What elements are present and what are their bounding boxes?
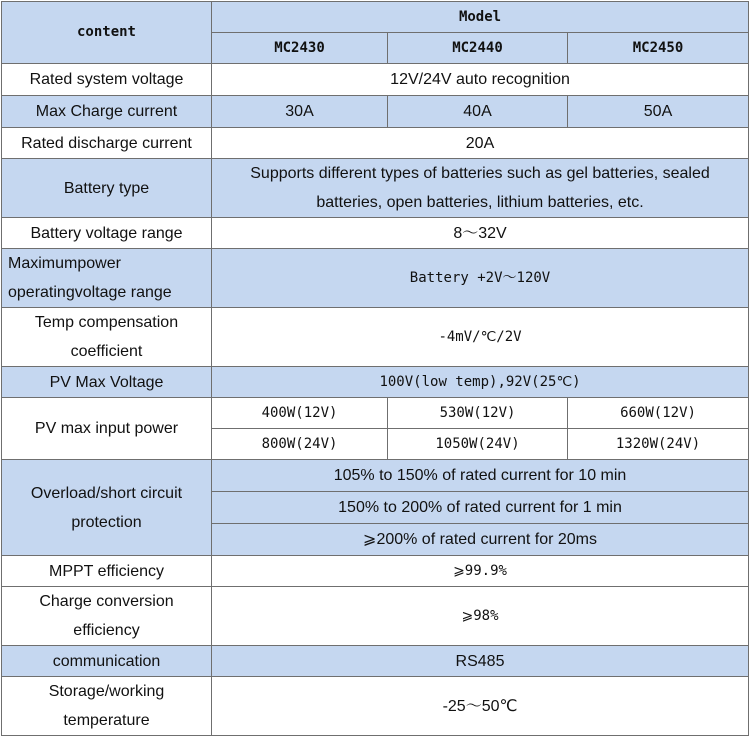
value-max-power-voltage-range: Battery +2V～120V bbox=[212, 249, 749, 308]
label-battery-type: Battery type bbox=[2, 159, 212, 218]
value-overload-line-1: 105% to 150% of rated current for 10 min bbox=[212, 460, 749, 492]
label-mppt-efficiency: MPPT efficiency bbox=[2, 556, 212, 587]
value-communication: RS485 bbox=[212, 646, 749, 677]
value-temp-compensation: -4mV/℃/2V bbox=[212, 308, 749, 367]
label-charge-conversion: Charge conversion efficiency bbox=[2, 587, 212, 646]
value-rated-discharge-current: 20A bbox=[212, 128, 749, 159]
value-pv-power-24v-3: 1320W(24V) bbox=[568, 429, 749, 460]
label-overload-protection: Overload/short circuit protection bbox=[2, 460, 212, 556]
value-pv-power-24v-2: 1050W(24V) bbox=[388, 429, 568, 460]
value-pv-power-12v-2: 530W(12V) bbox=[388, 398, 568, 429]
label-rated-discharge-current: Rated discharge current bbox=[2, 128, 212, 159]
value-pv-power-12v-3: 660W(12V) bbox=[568, 398, 749, 429]
value-pv-max-voltage: 100V(low temp),92V(25℃) bbox=[212, 367, 749, 398]
label-communication: communication bbox=[2, 646, 212, 677]
header-model: Model bbox=[212, 2, 749, 33]
value-max-charge-current-1: 30A bbox=[212, 96, 388, 128]
header-model-1: MC2430 bbox=[212, 33, 388, 64]
value-charge-conversion: ⩾98% bbox=[212, 587, 749, 646]
header-content: content bbox=[2, 2, 212, 64]
label-max-charge-current: Max Charge current bbox=[2, 96, 212, 128]
value-battery-voltage-range: 8～32V bbox=[212, 218, 749, 249]
label-temp-compensation: Temp compensation coefficient bbox=[2, 308, 212, 367]
value-battery-type: Supports different types of batteries such as gel batteries, sealed batteries, open batteries, lithium batteries, etc. bbox=[212, 159, 749, 218]
value-overload-line-2: 150% to 200% of rated current for 1 min bbox=[212, 492, 749, 524]
value-pv-power-12v-1: 400W(12V) bbox=[212, 398, 388, 429]
label-pv-max-voltage: PV Max Voltage bbox=[2, 367, 212, 398]
value-overload-line-3: ⩾200% of rated current for 20ms bbox=[212, 524, 749, 556]
label-storage-temperature: Storage/working temperature bbox=[2, 677, 212, 736]
spec-table bbox=[1, 1, 749, 736]
value-max-charge-current-2: 40A bbox=[388, 96, 568, 128]
label-rated-system-voltage: Rated system voltage bbox=[2, 64, 212, 96]
value-mppt-efficiency: ⩾99.9% bbox=[212, 556, 749, 587]
label-max-power-voltage-range: Maximumpower operatingvoltage range bbox=[2, 249, 212, 308]
header-model-2: MC2440 bbox=[388, 33, 568, 64]
value-rated-system-voltage: 12V/24V auto recognition bbox=[212, 64, 749, 96]
value-storage-temperature: -25～50℃ bbox=[212, 677, 749, 736]
value-max-charge-current-3: 50A bbox=[568, 96, 749, 128]
header-model-3: MC2450 bbox=[568, 33, 749, 64]
label-battery-voltage-range: Battery voltage range bbox=[2, 218, 212, 249]
label-pv-max-input-power: PV max input power bbox=[2, 398, 212, 460]
value-pv-power-24v-1: 800W(24V) bbox=[212, 429, 388, 460]
